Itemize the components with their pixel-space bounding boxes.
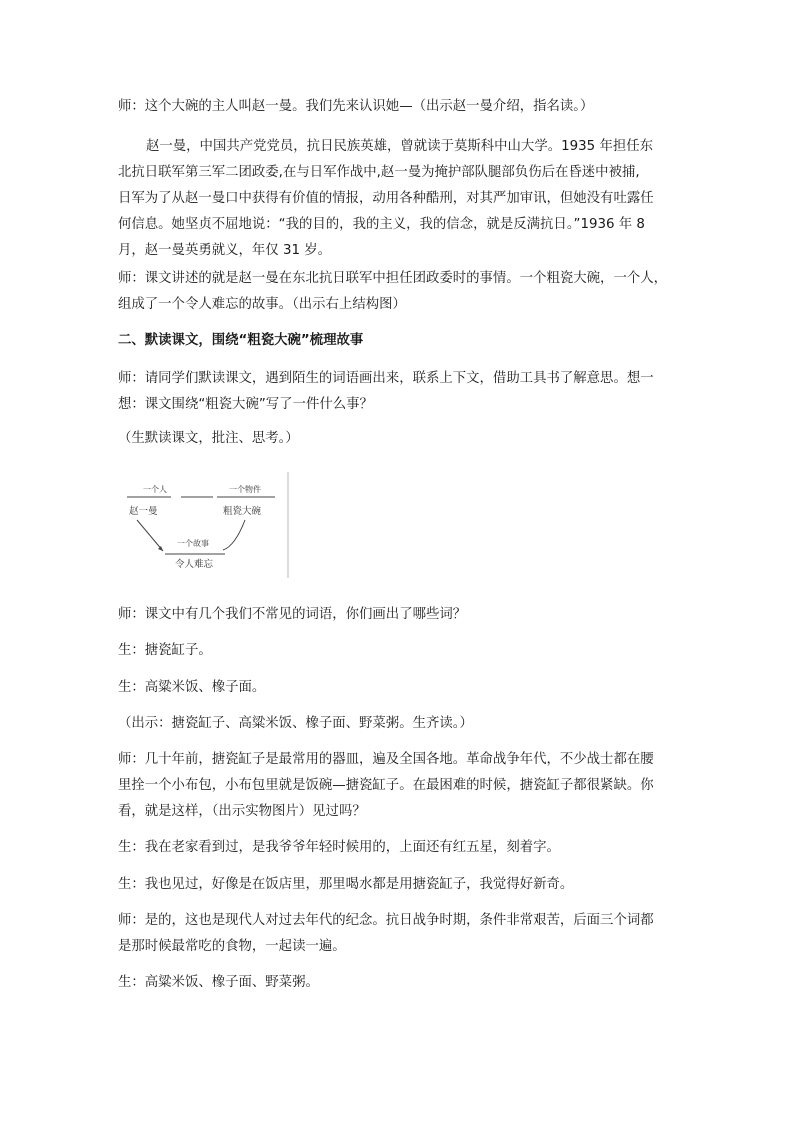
paragraph-3: [118, 266, 678, 318]
story-structure-diagram: [125, 470, 293, 580]
diagram-label-person: 赵一曼: [129, 506, 158, 517]
paragraph-12: [118, 872, 678, 898]
diagram-label-story: 令人难忘: [175, 559, 214, 570]
paragraph-2-zhao-yiman-intro: [118, 134, 678, 264]
text-line: 师：是的，这也是现代人对过去年代的纪念。抗日战争时期，条件非常艰苦，后面三个词都: [118, 913, 654, 928]
paragraph-4: [118, 366, 678, 418]
heading-text: 二、默读课文，围绕“粗瓷大碗”梳理故事: [118, 333, 364, 348]
text-line: 是那时候最常吃的食物，一起读一遍。: [118, 939, 346, 954]
text-line: 生：我也见过，好像是在饭店里，那里喝水都是用搪瓷缸子，我觉得好新奇。: [118, 877, 574, 892]
text-line: 师：课文讲述的就是赵一曼在东北抗日联军中担任团政委时的事情。一个粗瓷大碗，一个人，: [118, 271, 668, 286]
text-line: 北抗日联军第三军二团政委,在与日军作战中,赵一曼为掩护部队腿部负伤后在昏迷中被捕,: [118, 165, 640, 180]
text-line: 生：搪瓷缸子。: [118, 643, 212, 658]
text-line: 生：高粱米饭、橡子面。: [118, 680, 266, 695]
text-line: 月，赵一曼英勇就义，年仅 31 岁。: [118, 243, 332, 258]
paragraph-14: [118, 970, 678, 996]
section-heading: [118, 328, 678, 354]
paragraph-1: [118, 94, 678, 120]
text-line: 何信息。她坚贞不屈地说：“我的目的，我的主义，我的信念，就是反满抗日。”1936 年 8: [118, 217, 645, 232]
text-line: 日军为了从赵一曼口中获得有价值的情报，动用各种酷刑，对其严加审讯，但她没有吐露任: [118, 191, 654, 206]
text-line: 里拴一个小布包，小布包里就是饭碗—搪瓷缸子。在最困难的时候，搪瓷缸子都很紧缺。你: [118, 778, 654, 793]
paragraph-10: [118, 747, 678, 825]
diagram-label-person-top: 一个人: [143, 485, 167, 494]
text-line: 师：几十年前，搪瓷缸子是最常用的器皿，遍及全国各地。革命战争年代，不少战士都在腰: [118, 752, 654, 767]
text-line: 看，就是这样，（出示实物图片）见过吗？: [118, 804, 366, 819]
paragraph-11: [118, 835, 678, 861]
text-line: 师：课文中有几个我们不常见的词语，你们画出了哪些词？: [118, 607, 467, 622]
paragraph-8: [118, 675, 678, 701]
text-line: （生默读课文，批注、思考。）: [118, 431, 299, 446]
text-line: 师：这个大碗的主人叫赵一曼。我们先来认识她—（出示赵一曼介绍，指名读。）: [118, 99, 594, 114]
paragraph-9: [118, 711, 678, 737]
text-line: 组成了一个令人难忘的故事。（出示右上结构图）: [118, 297, 406, 312]
text-line: （出示：搪瓷缸子、高粱米饭、橡子面、野菜粥。生齐读。）: [118, 716, 473, 731]
text-line: 生：高粱米饭、橡子面、野菜粥。: [118, 975, 319, 990]
paragraph-6: [118, 602, 678, 628]
paragraph-5: [118, 426, 678, 452]
diagram-label-story-top: 一个故事: [177, 539, 209, 548]
paragraph-13: [118, 908, 678, 960]
text-line: 想：课文围绕“粗瓷大碗”写了一件什么事？: [118, 397, 373, 412]
diagram-label-object: 粗瓷大碗: [223, 506, 262, 517]
text-line: 师：请同学们默读课文，遇到陌生的词语画出来，联系上下文，借助工具书了解意思。想一: [118, 371, 654, 386]
diagram-label-object-top: 一个物件: [229, 485, 261, 494]
text-line: 赵一曼，中国共产党党员，抗日民族英雄，曾就读于莫斯科中山大学。1935 年担任东: [146, 139, 654, 154]
paragraph-7: [118, 638, 678, 664]
text-line: 生：我在老家看到过，是我爷爷年轻时候用的，上面还有红五星，刻着字。: [118, 840, 560, 855]
